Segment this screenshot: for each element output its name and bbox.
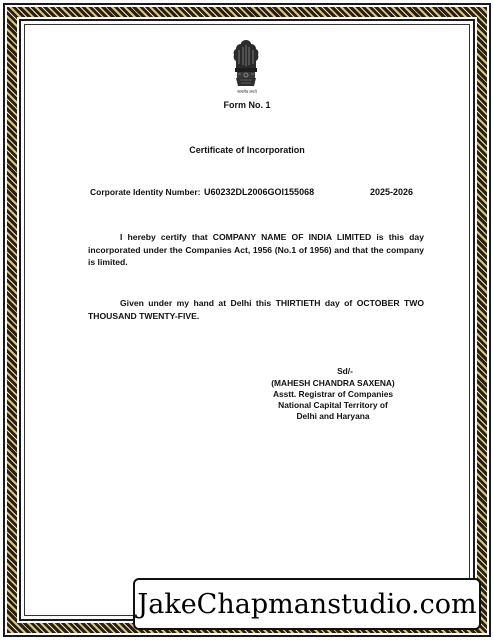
certificate-title: Certificate of Incorporation: [189, 145, 305, 155]
certification-paragraph: I hereby certify that COMPANY NAME OF INDIA LIMITED is this day incorporated under the Companies Act, 1956 (No.1 of 1956) and that the company is limited.: [88, 232, 424, 267]
form-number: Form No. 1: [223, 100, 271, 110]
watermark-banner: [133, 578, 481, 630]
national-emblem-icon: [229, 38, 263, 96]
signatory-name: (MAHESH CHANDRA SAXENA): [271, 378, 395, 388]
cin-value: U60232DL2006GOI155068: [204, 187, 315, 197]
financial-year: 2025-2026: [370, 187, 414, 197]
signatory-region: Delhi and Haryana: [296, 411, 370, 421]
signature-block: [258, 366, 408, 422]
signatory-designation: Asstt. Registrar of Companies: [272, 389, 394, 399]
signature-sd: Sd/-: [337, 366, 353, 376]
signatory-territory: National Capital Territory of: [278, 400, 388, 410]
emblem-motto: सत्यमेव जयते: [237, 89, 257, 94]
cin-label: Corporate Identity Number:: [90, 187, 201, 197]
watermark-text: JakeChapmanstudio.com: [137, 588, 477, 620]
given-under-hand-paragraph: Given under my hand at Delhi this THIRTIETH day of OCTOBER TWO THOUSAND TWENTY-FIVE.: [88, 298, 424, 321]
